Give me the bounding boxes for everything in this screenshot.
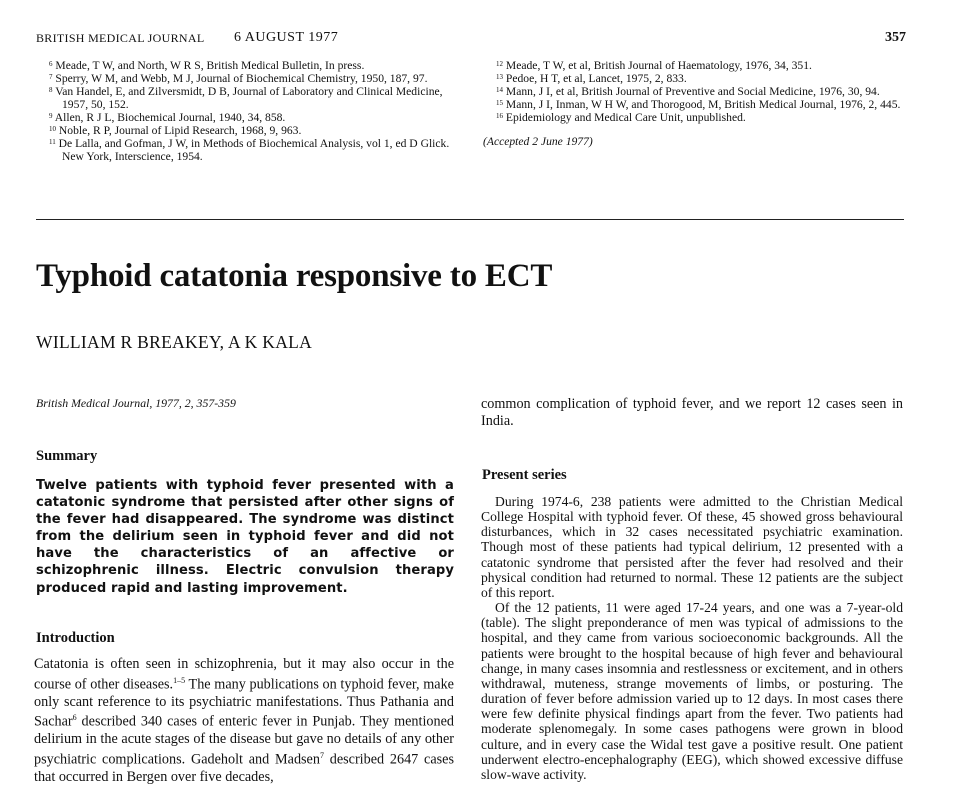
page-number: 357 — [885, 30, 906, 45]
article-authors: WILLIAM R BREAKEY, A K KALA — [36, 332, 313, 352]
paragraph: During 1974-6, 238 patients were admitted to the Christian Medical College Hospital with typhoid fever. Of these, 45 showed gross behavioural disturbances, which in 32 cases necessitated psychiatric examination. Though most of these patients had typical delirium, 12 presented with a catatonic syndrome that persisted after the fever had resolved and their physical condition had returned to normal. These 12 patients are the subject of this report. — [481, 494, 903, 600]
reference-item: $^{15}$ Mann, J I, Inman, W H W, and Thorogood, M, British Medical Journal, 1976, 2, 445. — [496, 98, 901, 111]
references-right-column — [483, 59, 907, 148]
present-series-heading: Present series — [482, 467, 567, 483]
citation-ref: 7 — [319, 751, 324, 760]
citation-ref: 6 — [72, 713, 77, 723]
paragraph: Of the 12 patients, 11 were aged 17-24 years, and one was a 7-year-old (table). The slight preponderance of men was typical of admissions to the hospital, and they came from various socioeconomic backgrounds. All the patients were brought to the hospital because of high fever and behavioural change, in many cases insomnia and restlessness or excitement, and in others withdrawal, muteness, strange movements of limbs, or posturing. The duration of fever before admission varied up to 12 days. In most cases there were few definite physical findings apart from the fever. Two patients had moderate splenomegaly. In some cases pathogens were grown in blood culture, and in every case the Widal test gave a positive result. One patient underwent electro-encephalography (EEG), which showed excessive diffuse slow-wave activity. — [481, 600, 903, 782]
citation-ref: 1–5 — [173, 675, 186, 685]
issue-date: 6 AUGUST 1977 — [234, 30, 339, 45]
reference-item: $^8$ Van Handel, E, and Zilversmidt, D B, Journal of Laboratory and Clinical Medicine, 1957, 50, 152. — [49, 85, 443, 111]
article-title: Typhoid catatonia responsive to ECT — [36, 258, 553, 294]
references-left-column — [36, 59, 456, 163]
reference-item: $^{13}$ Pedoe, H T, et al, Lancet, 1975, 2, 833. — [496, 72, 687, 85]
journal-name: BRITISH MEDICAL JOURNAL — [36, 31, 205, 45]
section-divider — [36, 219, 904, 220]
reference-item: $^{14}$ Mann, J I, et al, British Journal of Preventive and Social Medicine, 1976, 30, 94. — [496, 85, 880, 98]
introduction-text: Catatonia is often seen in schizophrenia, but it may also occur in the course of other diseases.$^{1-5}$ The many publications on typhoid fever, make only scant reference to its psychiatric manifestations. Thus Pathania and Sachar$^6$ described 340 cases of enteric fever in Punjab. They mentioned delirium in the acute stages of the disease but gave no details of any other psychiatric complications. Gadeholt and Madsen$^7$ described 2647 cases that occurred in Bergen over five decades, — [34, 656, 454, 785]
reference-item: $^7$ Sperry, W M, and Webb, M J, Journal of Biochemical Chemistry, 1950, 187, 97. — [49, 72, 428, 85]
reference-item: $^{11}$ De Lalla, and Gofman, J W, in Methods of Biochemical Analysis, vol 1, ed D Glick. New York, Interscience, 1954. — [49, 137, 450, 163]
summary-text: Twelve patients with typhoid fever presented with a catatonic syndrome that persisted after other signs of the fever had disappeared. The syndrome was distinct from the delirium seen in typhoid fever and did not have the characteristics of an affective or schizophrenic illness. Electric convulsion therapy produced rapid and lasting improvement. — [36, 478, 454, 596]
introduction-heading: Introduction — [36, 630, 115, 646]
introduction-continuation: common complication of typhoid fever, and we report 12 cases seen in India. — [481, 396, 903, 429]
reference-item: $^{16}$ Epidemiology and Medical Care Unit, unpublished. — [496, 111, 746, 124]
accepted-date: (Accepted 2 June 1977) — [483, 135, 593, 148]
article-citation: British Medical Journal, 1977, 2, 357-359 — [36, 396, 236, 410]
reference-item: $^{10}$ Noble, R P, Journal of Lipid Research, 1968, 9, 963. — [49, 124, 302, 137]
reference-item: $^6$ Meade, T W, and North, W R S, British Medical Bulletin, In press. — [49, 59, 365, 72]
present-series-text — [481, 494, 903, 782]
reference-item: $^9$ Allen, R J L, Biochemical Journal, 1940, 34, 858. — [49, 111, 286, 124]
reference-item: $^{12}$ Meade, T W, et al, British Journal of Haematology, 1976, 34, 351. — [496, 59, 812, 72]
summary-heading: Summary — [36, 448, 98, 464]
